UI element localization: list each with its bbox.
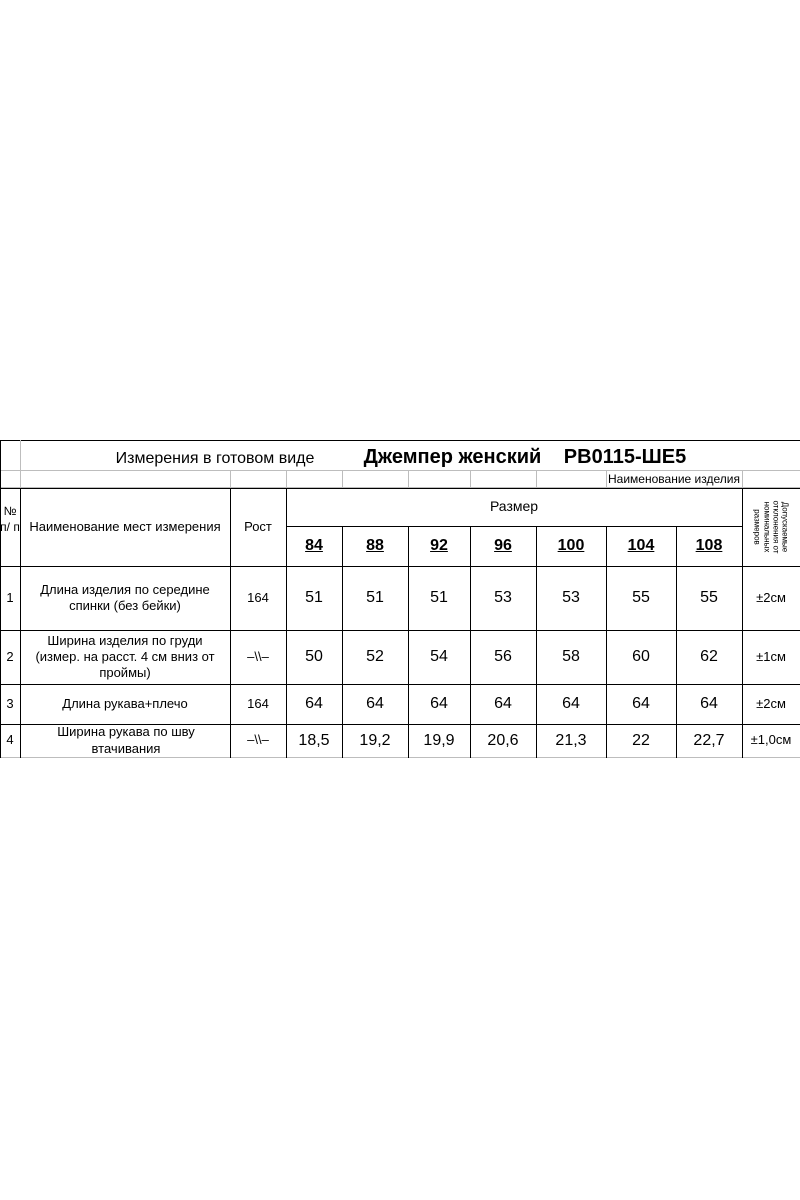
row-name: Ширина рукава по шву втачивания (57, 724, 195, 756)
grid-line (536, 470, 537, 488)
table-cell: 55 (632, 589, 650, 606)
grid-line (0, 440, 800, 441)
row-height: –\\– (247, 648, 269, 664)
row-number: 3 (6, 695, 14, 711)
table-cell: 64 (700, 695, 718, 712)
table-cell: 53 (494, 589, 512, 606)
table-cell: 60 (632, 648, 650, 665)
row-height: –\\– (247, 732, 269, 748)
row-tolerance: ±1,0см (750, 732, 792, 748)
size-header: 84 (305, 537, 323, 554)
product-caption: Наименование изделия (608, 471, 740, 486)
table-cell: 64 (430, 695, 448, 712)
column-header-size: Размер (489, 498, 539, 515)
row-height: 164 (247, 589, 269, 605)
size-header: 96 (494, 537, 512, 554)
row-name: Ширина изделия по груди (измер. на расст. 4 см вниз от проймы) (35, 632, 215, 681)
table-cell: 51 (430, 589, 448, 606)
row-tolerance: ±2см (756, 695, 786, 711)
table-cell: 54 (430, 648, 448, 665)
row-number: 1 (6, 589, 14, 605)
table-cell: 52 (366, 648, 384, 665)
table-cell: 64 (494, 695, 512, 712)
grid-line (742, 470, 743, 488)
grid-line (470, 470, 471, 488)
column-header-place: Наименование мест измерения (29, 518, 221, 534)
size-header: 88 (366, 537, 384, 554)
tolerance-label: Допускаемые отклонения от номинальных размеров (752, 500, 790, 554)
table-cell: 22 (632, 731, 650, 749)
column-header-tolerance (742, 488, 800, 566)
size-header: 108 (695, 537, 723, 554)
table-cell: 62 (700, 648, 718, 665)
column-header-no: № п/ п (0, 504, 20, 534)
table-cell: 19,2 (359, 731, 391, 749)
row-tolerance: ±2см (756, 589, 786, 605)
table-cell: 64 (562, 695, 580, 712)
table-cell: 56 (494, 648, 512, 665)
table-cell: 21,3 (555, 731, 587, 749)
table-cell: 20,6 (487, 731, 519, 749)
measurement-sheet (0, 440, 800, 758)
measure-title: Измерения в готовом виде (115, 450, 315, 467)
column-header-height: Рост (244, 518, 272, 534)
table-cell: 64 (305, 695, 323, 712)
row-number: 2 (6, 648, 14, 664)
grid-line (0, 757, 800, 758)
size-header: 104 (627, 537, 655, 554)
row-tolerance: ±1см (756, 648, 786, 664)
product-code: РВ0115-ШЕ5 (563, 445, 687, 468)
row-name: Длина рукава+плечо (62, 695, 188, 711)
table-cell: 64 (366, 695, 384, 712)
table-cell: 64 (632, 695, 650, 712)
table-cell: 18,5 (298, 731, 330, 749)
product-name: Джемпер женский (363, 445, 542, 468)
size-header: 92 (430, 537, 448, 554)
row-height: 164 (247, 695, 269, 711)
table-cell: 58 (562, 648, 580, 665)
size-header: 100 (557, 537, 585, 554)
table-cell: 51 (305, 589, 323, 606)
table-cell: 55 (700, 589, 718, 606)
grid-line (20, 440, 21, 488)
table-cell: 53 (562, 589, 580, 606)
grid-line (408, 470, 409, 488)
row-name: Длина изделия по середине спинки (без бейки) (40, 581, 210, 613)
table-cell: 50 (305, 648, 323, 665)
table-cell: 19,9 (423, 731, 455, 749)
table-cell: 51 (366, 589, 384, 606)
table-cell: 22,7 (693, 731, 725, 749)
row-number: 4 (6, 732, 14, 748)
